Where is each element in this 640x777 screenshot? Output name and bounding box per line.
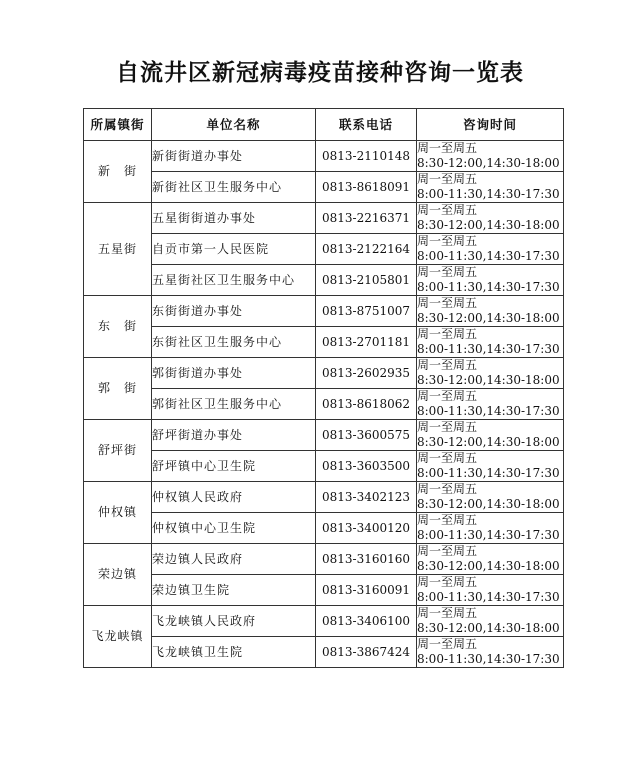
unit-name-cell: 飞龙峡镇卫生院 — [152, 637, 316, 668]
consult-days: 周一至周五 — [417, 234, 478, 248]
table-row — [84, 606, 564, 637]
consultation-table — [83, 108, 564, 668]
unit-name-cell: 舒坪镇中心卫生院 — [152, 451, 316, 482]
table-row — [84, 265, 564, 296]
consult-days: 周一至周五 — [417, 358, 478, 372]
consult-hours: 8:00-11:30,14:30-17:30 — [417, 590, 560, 604]
table-row — [84, 389, 564, 420]
consult-time-cell — [417, 358, 564, 389]
consult-days: 周一至周五 — [417, 420, 478, 434]
consult-time-cell — [417, 575, 564, 606]
consult-time-cell — [417, 141, 564, 172]
consult-hours: 8:30-12:00,14:30-18:00 — [417, 559, 560, 573]
consult-hours: 8:00-11:30,14:30-17:30 — [417, 249, 560, 263]
table-row — [84, 327, 564, 358]
district-cell: 郭 街 — [84, 358, 152, 420]
table-row — [84, 451, 564, 482]
header-district: 所属镇街 — [84, 109, 152, 141]
consult-days: 周一至周五 — [417, 296, 478, 310]
consult-days: 周一至周五 — [417, 513, 478, 527]
phone-cell: 0813-3600575 — [316, 420, 417, 451]
consult-hours: 8:30-12:00,14:30-18:00 — [417, 311, 560, 325]
unit-name-cell: 自贡市第一人民医院 — [152, 234, 316, 265]
phone-cell: 0813-3406100 — [316, 606, 417, 637]
consult-days: 周一至周五 — [417, 451, 478, 465]
consult-time-cell — [417, 296, 564, 327]
table-header-row — [84, 109, 564, 141]
table-row — [84, 358, 564, 389]
phone-cell: 0813-2110148 — [316, 141, 417, 172]
unit-name-cell: 东街社区卫生服务中心 — [152, 327, 316, 358]
unit-name-cell: 仲权镇人民政府 — [152, 482, 316, 513]
table-row — [84, 637, 564, 668]
phone-cell: 0813-2602935 — [316, 358, 417, 389]
consult-days: 周一至周五 — [417, 327, 478, 341]
district-cell: 五星街 — [84, 203, 152, 296]
table-row — [84, 575, 564, 606]
unit-name-cell: 仲权镇中心卫生院 — [152, 513, 316, 544]
phone-cell: 0813-8618091 — [316, 172, 417, 203]
unit-name-cell: 郭街社区卫生服务中心 — [152, 389, 316, 420]
phone-cell: 0813-2122164 — [316, 234, 417, 265]
table-row — [84, 203, 564, 234]
district-cell: 仲权镇 — [84, 482, 152, 544]
consult-time-cell — [417, 389, 564, 420]
consult-hours: 8:30-12:00,14:30-18:00 — [417, 621, 560, 635]
consult-hours: 8:30-12:00,14:30-18:00 — [417, 156, 560, 170]
consult-time-cell — [417, 637, 564, 668]
consult-hours: 8:30-12:00,14:30-18:00 — [417, 497, 560, 511]
district-cell: 东 街 — [84, 296, 152, 358]
consult-time-cell — [417, 451, 564, 482]
district-cell: 荣边镇 — [84, 544, 152, 606]
consult-days: 周一至周五 — [417, 606, 478, 620]
header-phone: 联系电话 — [316, 109, 417, 141]
phone-cell: 0813-2701181 — [316, 327, 417, 358]
consult-time-cell — [417, 172, 564, 203]
header-consult-time: 咨询时间 — [417, 109, 564, 141]
consult-hours: 8:00-11:30,14:30-17:30 — [417, 280, 560, 294]
consult-time-cell — [417, 234, 564, 265]
unit-name-cell: 飞龙峡镇人民政府 — [152, 606, 316, 637]
consult-time-cell — [417, 606, 564, 637]
phone-cell: 0813-2216371 — [316, 203, 417, 234]
consult-time-cell — [417, 544, 564, 575]
table-row — [84, 141, 564, 172]
phone-cell: 0813-3400120 — [316, 513, 417, 544]
consult-hours: 8:00-11:30,14:30-17:30 — [417, 652, 560, 666]
phone-cell: 0813-3603500 — [316, 451, 417, 482]
header-unit-name: 单位名称 — [152, 109, 316, 141]
district-cell: 飞龙峡镇 — [84, 606, 152, 668]
consult-hours: 8:00-11:30,14:30-17:30 — [417, 187, 560, 201]
phone-cell: 0813-3402123 — [316, 482, 417, 513]
table-row — [84, 482, 564, 513]
table-row — [84, 544, 564, 575]
phone-cell: 0813-2105801 — [316, 265, 417, 296]
table-row — [84, 172, 564, 203]
consult-days: 周一至周五 — [417, 172, 478, 186]
phone-cell: 0813-8618062 — [316, 389, 417, 420]
consult-hours: 8:00-11:30,14:30-17:30 — [417, 528, 560, 542]
consult-time-cell — [417, 265, 564, 296]
consult-time-cell — [417, 513, 564, 544]
unit-name-cell: 荣边镇人民政府 — [152, 544, 316, 575]
phone-cell: 0813-3160091 — [316, 575, 417, 606]
table-row — [84, 513, 564, 544]
district-cell: 新 街 — [84, 141, 152, 203]
consult-days: 周一至周五 — [417, 389, 478, 403]
unit-name-cell: 五星街社区卫生服务中心 — [152, 265, 316, 296]
table-body — [84, 141, 564, 668]
consult-days: 周一至周五 — [417, 637, 478, 651]
unit-name-cell: 郭街街道办事处 — [152, 358, 316, 389]
consult-days: 周一至周五 — [417, 544, 478, 558]
consult-time-cell — [417, 203, 564, 234]
consult-days: 周一至周五 — [417, 141, 478, 155]
unit-name-cell: 五星街街道办事处 — [152, 203, 316, 234]
consult-time-cell — [417, 482, 564, 513]
consult-time-cell — [417, 327, 564, 358]
phone-cell: 0813-3160160 — [316, 544, 417, 575]
unit-name-cell: 荣边镇卫生院 — [152, 575, 316, 606]
consult-days: 周一至周五 — [417, 203, 478, 217]
consult-hours: 8:30-12:00,14:30-18:00 — [417, 435, 560, 449]
consult-time-cell — [417, 420, 564, 451]
unit-name-cell: 新街社区卫生服务中心 — [152, 172, 316, 203]
consult-hours: 8:30-12:00,14:30-18:00 — [417, 218, 560, 232]
consult-days: 周一至周五 — [417, 575, 478, 589]
consult-hours: 8:00-11:30,14:30-17:30 — [417, 466, 560, 480]
unit-name-cell: 舒坪街道办事处 — [152, 420, 316, 451]
table-row — [84, 296, 564, 327]
consult-days: 周一至周五 — [417, 482, 478, 496]
consult-hours: 8:00-11:30,14:30-17:30 — [417, 404, 560, 418]
unit-name-cell: 新街街道办事处 — [152, 141, 316, 172]
page-title: 自流井区新冠病毒疫苗接种咨询一览表 — [116, 59, 524, 86]
unit-name-cell: 东街街道办事处 — [152, 296, 316, 327]
district-cell: 舒坪街 — [84, 420, 152, 482]
phone-cell: 0813-8751007 — [316, 296, 417, 327]
consult-hours: 8:30-12:00,14:30-18:00 — [417, 373, 560, 387]
table-row — [84, 420, 564, 451]
consult-hours: 8:00-11:30,14:30-17:30 — [417, 342, 560, 356]
phone-cell: 0813-3867424 — [316, 637, 417, 668]
consult-days: 周一至周五 — [417, 265, 478, 279]
table-row — [84, 234, 564, 265]
